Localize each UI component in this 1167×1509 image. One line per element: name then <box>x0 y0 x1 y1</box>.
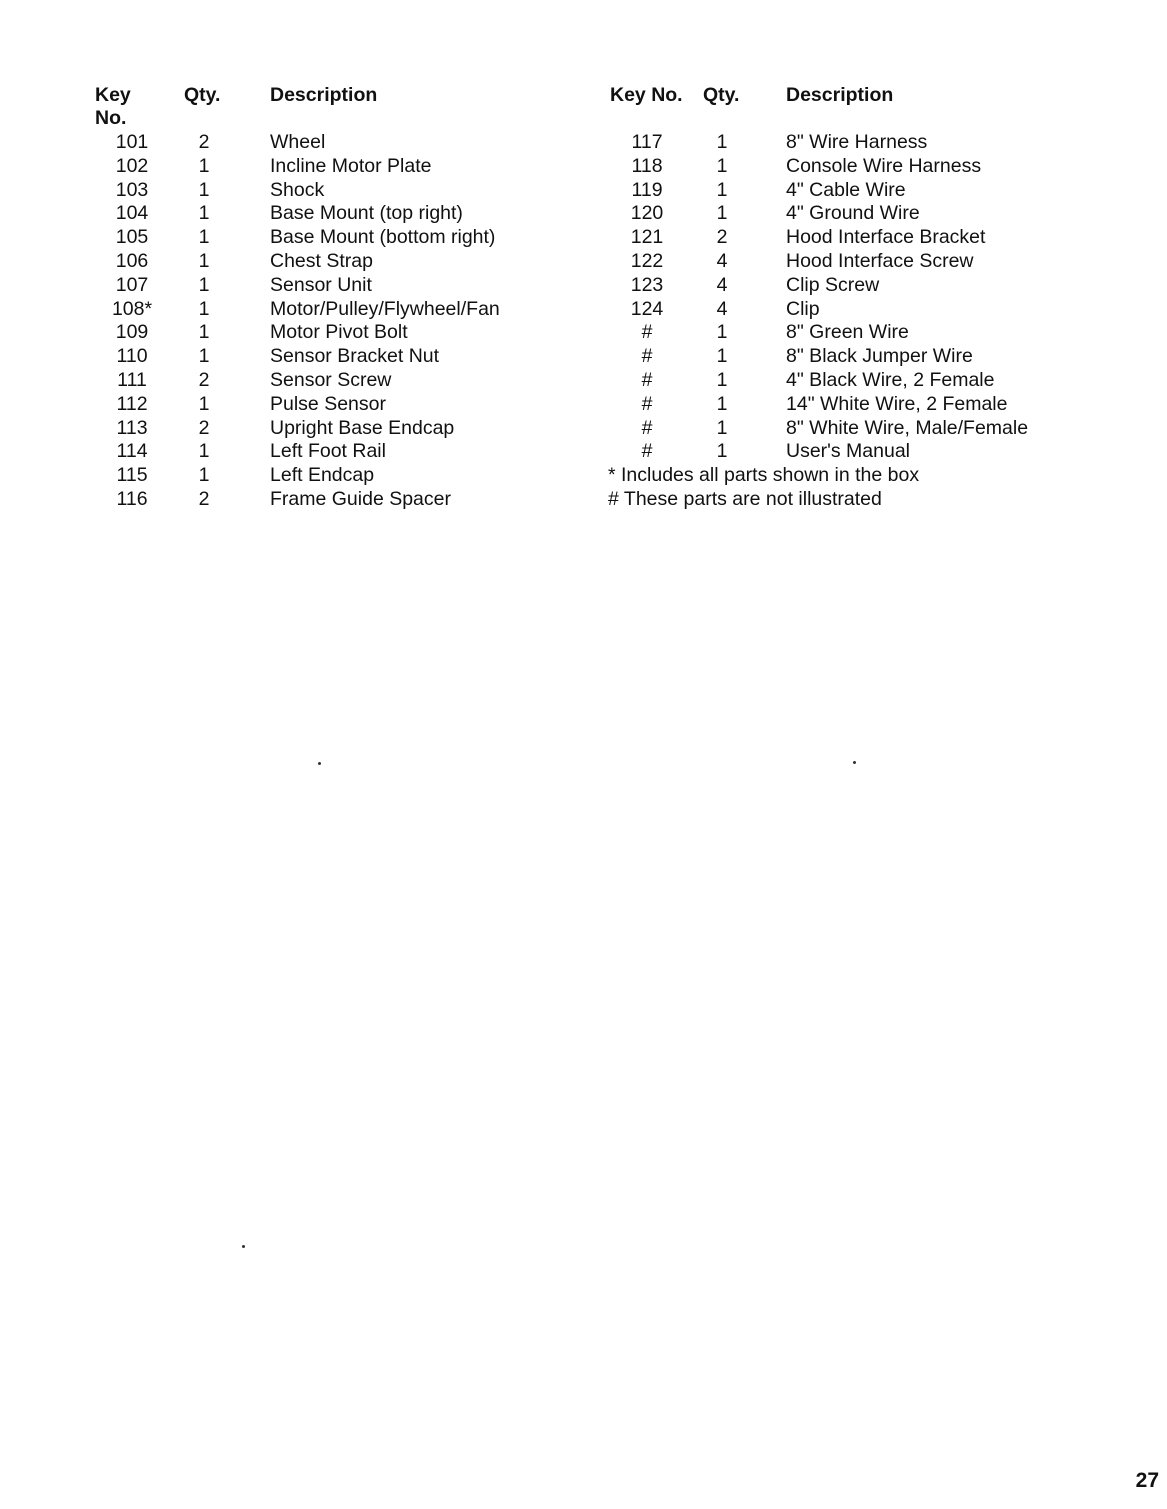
description-cell: Motor/Pulley/Flywheel/Fan <box>270 297 500 320</box>
description-cell: 4" Black Wire, 2 Female <box>786 368 995 391</box>
qty-cell: 2 <box>198 131 210 153</box>
scan-speck <box>242 1245 245 1248</box>
scan-speck <box>318 762 321 765</box>
description-cell: Clip Screw <box>786 273 880 296</box>
description-cell: Hood Interface Screw <box>786 249 974 272</box>
footnote-asterisk: * Includes all parts shown in the box <box>608 464 920 487</box>
description-cell: 4" Cable Wire <box>786 178 906 201</box>
qty-cell: 1 <box>716 416 728 439</box>
footnotes <box>608 464 919 512</box>
key-no-cell: 106 <box>115 249 149 272</box>
table-row <box>610 345 973 369</box>
description-cell: Console Wire Harness <box>786 154 982 177</box>
key-no-cell: 122 <box>630 249 664 272</box>
qty-cell: 1 <box>716 178 728 201</box>
key-no-header: Key No. <box>95 84 131 129</box>
qty-cell: 1 <box>716 131 728 153</box>
key-no-cell: 102 <box>115 154 149 177</box>
description-cell: 4" Ground Wire <box>786 202 920 225</box>
description-cell: Shock <box>270 178 325 201</box>
key-no-cell: 110 <box>116 345 148 368</box>
description-cell: Incline Motor Plate <box>270 154 432 177</box>
table-row <box>610 179 921 203</box>
description-cell: 8" White Wire, Male/Female <box>786 416 1029 439</box>
qty-cell: 1 <box>198 273 210 296</box>
qty-cell: 1 <box>198 345 210 368</box>
description-cell: Wheel <box>270 131 326 153</box>
key-no-cell: 114 <box>116 440 148 463</box>
key-no-cell: 111 <box>117 368 147 391</box>
description-cell: Chest Strap <box>270 249 373 272</box>
qty-cell: 1 <box>198 321 210 344</box>
qty-cell: 1 <box>198 392 210 415</box>
page-number: 27 <box>1135 1469 1159 1492</box>
description-cell: 14" White Wire, 2 Female <box>786 392 1008 415</box>
description-cell: Base Mount (top right) <box>270 202 463 225</box>
description-cell: Left Foot Rail <box>270 440 386 463</box>
key-no-cell: # <box>641 392 653 415</box>
table-row <box>610 368 995 393</box>
qty-cell: 2 <box>716 226 728 249</box>
qty-cell: 1 <box>716 440 728 463</box>
parts-list-right <box>608 84 1029 512</box>
table-row <box>610 202 921 226</box>
table-row <box>610 298 921 322</box>
description-cell: User's Manual <box>786 440 911 463</box>
description-cell: Clip <box>786 297 820 320</box>
qty-cell: 1 <box>716 368 728 391</box>
key-no-cell: 115 <box>116 464 148 487</box>
qty-cell: 1 <box>198 178 210 201</box>
qty-cell: 2 <box>198 487 210 510</box>
key-no-cell: 112 <box>116 392 148 415</box>
description-cell: Motor Pivot Bolt <box>270 321 408 344</box>
key-no-cell: # <box>641 368 653 391</box>
qty-cell: 2 <box>198 368 210 391</box>
qty-cell: 4 <box>716 297 728 320</box>
qty-cell: 1 <box>198 226 210 249</box>
qty-cell: 1 <box>716 345 728 368</box>
key-no-header: Key No. <box>610 84 683 106</box>
table-row <box>610 249 974 274</box>
table-row <box>610 416 1029 441</box>
key-no-cell: 101 <box>115 131 149 153</box>
description-cell: Base Mount (bottom right) <box>270 226 496 249</box>
key-no-cell: 113 <box>116 416 148 439</box>
key-no-cell: # <box>641 345 653 368</box>
key-no-cell: 107 <box>115 273 149 296</box>
key-no-cell: 120 <box>630 202 664 225</box>
qty-cell: 1 <box>198 249 210 272</box>
key-no-cell: 117 <box>631 131 663 153</box>
qty-cell: 1 <box>198 440 210 463</box>
key-no-cell: # <box>641 416 653 439</box>
description-cell: Sensor Unit <box>270 273 372 296</box>
key-no-cell: # <box>641 321 653 344</box>
qty-cell: 2 <box>198 416 210 439</box>
qty-cell: 4 <box>716 273 728 296</box>
table-row <box>610 440 921 464</box>
qty-header: Qty. <box>703 84 740 106</box>
key-no-cell: 103 <box>115 178 149 201</box>
description-header: Description <box>270 84 378 106</box>
key-no-cell: 121 <box>630 226 664 249</box>
qty-cell: 1 <box>716 392 728 415</box>
table-row <box>610 392 1008 417</box>
key-no-cell: 116 <box>116 487 148 510</box>
key-no-cell: 108* <box>111 297 153 320</box>
key-no-cell: # <box>641 440 653 463</box>
qty-cell: 1 <box>716 154 728 177</box>
table-row <box>610 274 921 298</box>
table-header <box>610 84 921 110</box>
qty-cell: 1 <box>716 202 728 225</box>
description-cell: Frame Guide Spacer <box>270 487 451 510</box>
qty-cell: 4 <box>716 249 728 272</box>
table-row <box>610 321 921 345</box>
parts-rows <box>610 131 1029 464</box>
key-no-cell: 105 <box>115 226 149 249</box>
description-cell: Sensor Bracket Nut <box>270 345 440 368</box>
table-row <box>610 131 928 155</box>
table-row <box>610 154 982 179</box>
qty-cell: 1 <box>198 154 210 177</box>
key-no-cell: 109 <box>115 321 149 344</box>
description-header: Description <box>786 84 894 106</box>
table-row <box>610 226 986 250</box>
key-no-cell: 118 <box>631 154 663 177</box>
description-cell: Pulse Sensor <box>270 392 386 415</box>
qty-cell: 1 <box>198 297 210 320</box>
qty-header: Qty. <box>184 84 221 106</box>
description-cell: 8" Green Wire <box>786 321 909 344</box>
description-cell: Sensor Screw <box>270 368 392 391</box>
qty-cell: 1 <box>198 464 210 487</box>
description-cell: Upright Base Endcap <box>270 416 455 439</box>
qty-cell: 1 <box>198 202 210 225</box>
description-cell: Hood Interface Bracket <box>786 226 986 249</box>
key-no-cell: 123 <box>630 273 664 296</box>
scan-speck <box>853 761 856 764</box>
description-cell: 8" Wire Harness <box>786 131 928 153</box>
footnote-hash: # These parts are not illustrated <box>608 487 882 510</box>
key-no-cell: 119 <box>631 178 663 201</box>
key-no-cell: 124 <box>630 297 664 320</box>
qty-cell: 1 <box>716 321 728 344</box>
description-cell: 8" Black Jumper Wire <box>786 345 973 368</box>
key-no-cell: 104 <box>115 202 149 225</box>
description-cell: Left Endcap <box>270 464 375 487</box>
